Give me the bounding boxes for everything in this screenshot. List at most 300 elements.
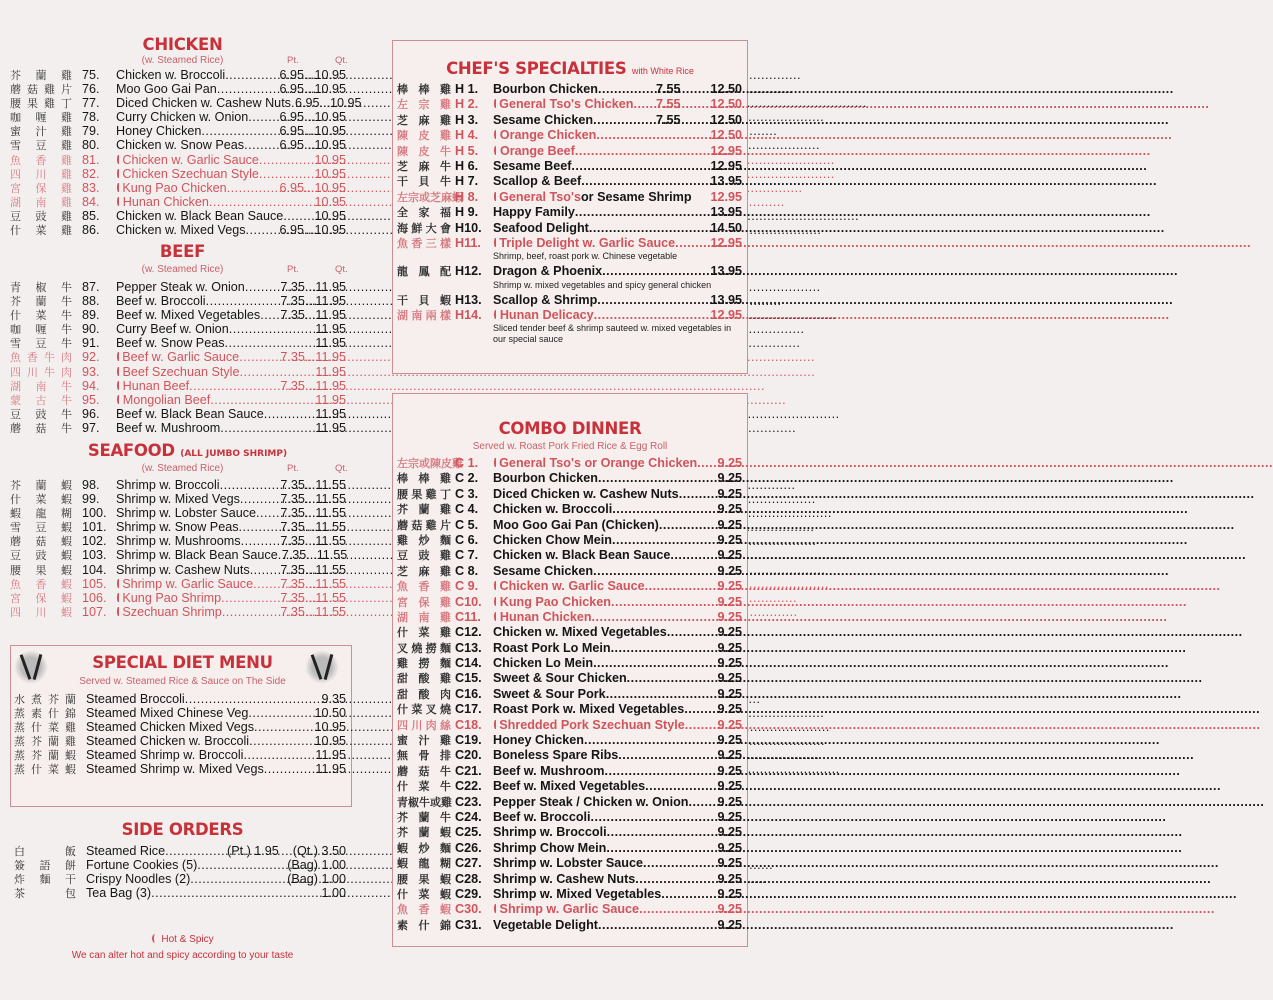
price-quart: 12.50 bbox=[710, 128, 742, 143]
menu-item-row[interactable] bbox=[10, 577, 346, 591]
price-quart: ... 10.95 bbox=[304, 110, 346, 124]
menu-item-row[interactable] bbox=[14, 844, 346, 858]
item-number: 100. bbox=[82, 506, 107, 521]
chinese-name: 蒸什菜蝦 bbox=[14, 764, 76, 777]
side-orders-title: SIDE ORDERS bbox=[121, 820, 244, 839]
dot-leader bbox=[612, 533, 718, 548]
price-quart: 9.25 bbox=[717, 471, 742, 486]
menu-item-row[interactable] bbox=[10, 407, 346, 421]
menu-item-row[interactable] bbox=[10, 478, 346, 492]
item-name: Bourbon Chicken bbox=[493, 82, 598, 96]
dancers-icon bbox=[305, 650, 339, 684]
menu-item-row[interactable] bbox=[397, 128, 742, 143]
item-number: C 1. bbox=[455, 456, 479, 470]
menu-item-row[interactable] bbox=[397, 471, 742, 486]
item-number: C26. bbox=[455, 840, 482, 855]
chinese-name: 蘑菇牛 bbox=[10, 422, 72, 435]
item-number: H14. bbox=[455, 308, 482, 323]
hot-spicy-icon bbox=[117, 381, 120, 390]
price-quart: ... 10.95 bbox=[304, 82, 346, 96]
chinese-name: 豆豉雞 bbox=[10, 210, 72, 223]
beef-list bbox=[10, 280, 346, 435]
item-number: 105. bbox=[82, 576, 107, 591]
item-name: Beef w. Mushroom bbox=[493, 763, 605, 778]
item-name: Honey Chicken bbox=[116, 124, 202, 139]
price-pint: 7.35 bbox=[280, 576, 305, 591]
item-number: H 6. bbox=[455, 158, 479, 173]
price-quart: ... 10.95 bbox=[304, 223, 346, 237]
menu-item-row[interactable] bbox=[397, 174, 742, 189]
menu-item-row[interactable] bbox=[397, 687, 742, 702]
menu-item-row[interactable] bbox=[397, 82, 742, 97]
menu-item-row[interactable] bbox=[397, 733, 742, 748]
menu-item-row[interactable] bbox=[397, 487, 742, 502]
item-number: H12. bbox=[455, 264, 482, 279]
menu-item-row[interactable] bbox=[10, 534, 346, 548]
menu-item-row[interactable] bbox=[14, 692, 346, 706]
item-name: Shrimp w. Garlic Sauce bbox=[499, 902, 640, 917]
price-quart: 13.95 bbox=[710, 205, 742, 220]
hot-spicy-icon bbox=[494, 581, 497, 590]
menu-item-row[interactable] bbox=[14, 748, 346, 762]
menu-item-row[interactable] bbox=[397, 810, 742, 825]
chinese-name: 雞撈麵 bbox=[397, 658, 451, 671]
item-number: C15. bbox=[455, 671, 482, 686]
menu-item-row[interactable] bbox=[397, 144, 742, 159]
hot-spicy-icon bbox=[494, 597, 497, 606]
dot-leader bbox=[667, 625, 718, 640]
item-number: 79. bbox=[82, 124, 100, 139]
menu-item-row[interactable] bbox=[397, 113, 742, 128]
item-name: Beef w. Broccoli bbox=[116, 294, 206, 309]
item-number: H10. bbox=[455, 220, 482, 235]
hot-spicy-icon bbox=[117, 367, 120, 376]
price-quart: ... 11.55 bbox=[305, 605, 346, 619]
dot-leader bbox=[606, 841, 717, 856]
menu-item-row[interactable] bbox=[397, 841, 742, 856]
chinese-name: 魚香蝦 bbox=[397, 904, 451, 917]
chinese-name: 芥蘭牛 bbox=[397, 811, 451, 824]
menu-item-row[interactable] bbox=[10, 223, 346, 237]
menu-item-row[interactable] bbox=[10, 563, 346, 577]
hot-spicy-icon bbox=[117, 607, 119, 616]
price-pint: 7.55 bbox=[655, 112, 681, 127]
menu-item-row[interactable] bbox=[10, 308, 346, 322]
item-number: 95. bbox=[82, 392, 100, 407]
chinese-name: 咖喱牛 bbox=[10, 324, 72, 337]
diet-subtitle: Served w. Steamed Rice & Sauce on The Side bbox=[79, 676, 286, 687]
chinese-name: 蘑菇牛 bbox=[397, 765, 451, 778]
pt-header: Pt. bbox=[287, 55, 299, 66]
dot-leader bbox=[222, 605, 281, 619]
menu-item-row[interactable] bbox=[397, 221, 742, 236]
menu-item-row[interactable] bbox=[397, 764, 742, 779]
item-name: Steamed Shrimp w. Mixed Vegs bbox=[86, 762, 264, 777]
price-quart: 10.95 bbox=[314, 166, 346, 181]
menu-item-row[interactable] bbox=[10, 350, 346, 364]
dot-leader bbox=[197, 858, 287, 872]
dot-leader bbox=[639, 902, 717, 917]
dot-leader bbox=[593, 113, 656, 128]
dot-leader bbox=[697, 456, 717, 471]
chinese-name: 蝦龍糊 bbox=[10, 508, 72, 521]
item-number: C12. bbox=[455, 625, 482, 640]
price-quart: ... 11.55 bbox=[305, 534, 346, 548]
menu-item-row[interactable] bbox=[14, 734, 346, 748]
item-number: 103. bbox=[82, 548, 107, 563]
menu-item-row[interactable] bbox=[10, 294, 346, 308]
price-quart: 9.25 bbox=[717, 502, 742, 517]
item-name: Beef w. Mixed Vegetables bbox=[116, 308, 261, 323]
price-quart: ... 11.55 bbox=[305, 478, 346, 492]
item-name: Szechuan Shrimp bbox=[122, 604, 222, 619]
price-quart: 11.95 bbox=[315, 392, 346, 407]
menu-item-row[interactable] bbox=[10, 110, 346, 124]
item-name: General Tso's Chicken bbox=[499, 97, 634, 112]
dot-leader bbox=[165, 844, 227, 858]
chinese-name: 宮保雞 bbox=[397, 596, 451, 609]
menu-item-row[interactable] bbox=[397, 548, 742, 563]
menu-item-row[interactable] bbox=[397, 779, 742, 794]
menu-item-row[interactable] bbox=[10, 605, 346, 619]
dot-leader bbox=[221, 591, 280, 605]
menu-item-row[interactable] bbox=[10, 96, 362, 111]
chinese-name: 四川雞 bbox=[10, 168, 72, 181]
hot-spicy-icon bbox=[494, 612, 497, 621]
dot-leader bbox=[593, 656, 717, 671]
price-quart: 11.95 bbox=[315, 364, 346, 379]
chinese-name: 什菜蝦 bbox=[397, 888, 451, 901]
menu-item-row[interactable] bbox=[397, 518, 742, 533]
side-orders-list bbox=[14, 844, 346, 900]
item-number: C30. bbox=[455, 902, 482, 917]
item-name: Moo Goo Gai Pan (Chicken) bbox=[493, 517, 659, 532]
chinese-name: 陳皮雞 bbox=[397, 130, 451, 143]
chinese-name: 蝦龍糊 bbox=[397, 858, 451, 871]
price-pint: 7.35 bbox=[280, 604, 305, 619]
menu-item-row[interactable] bbox=[397, 595, 742, 610]
dot-leader bbox=[190, 872, 287, 886]
dot-leader bbox=[283, 209, 314, 223]
dot-leader bbox=[607, 825, 718, 840]
dot-leader bbox=[244, 138, 279, 152]
item-name: Dragon & Phoenix bbox=[493, 264, 603, 279]
menu-item-row[interactable] bbox=[10, 124, 346, 138]
seafood-title-note: (ALL JUMBO SHRIMP) bbox=[180, 449, 288, 459]
item-name: Pepper Steak w. Onion bbox=[116, 280, 245, 294]
item-name: Hunan Delicacy bbox=[499, 308, 594, 323]
chinese-name: 炸麵干 bbox=[14, 874, 76, 887]
menu-item-row[interactable] bbox=[10, 393, 346, 407]
dot-leader bbox=[243, 748, 315, 762]
menu-item-row[interactable] bbox=[397, 872, 742, 887]
price-quart: 12.50 bbox=[710, 97, 742, 112]
price-quart: 9.25 bbox=[717, 902, 742, 917]
price-quart: 9.35 bbox=[321, 692, 346, 706]
menu-item-row[interactable] bbox=[14, 872, 346, 886]
menu-item-row[interactable] bbox=[397, 190, 742, 205]
chinese-name: 宮保蝦 bbox=[10, 592, 72, 605]
menu-item-row[interactable] bbox=[10, 167, 346, 181]
menu-item-row[interactable] bbox=[397, 97, 742, 112]
chinese-name: 魚香雞 bbox=[10, 154, 72, 167]
price-pint: 6.95 bbox=[279, 110, 304, 125]
chinese-name: 什菜蝦 bbox=[10, 494, 72, 507]
item-name: Honey Chicken bbox=[493, 733, 584, 748]
item-name: Roast Pork Lo Mein bbox=[493, 640, 611, 655]
menu-item-row[interactable] bbox=[397, 579, 742, 594]
item-number: C27. bbox=[455, 856, 482, 871]
price-quart: 11.95 bbox=[315, 420, 346, 435]
item-number: 93. bbox=[82, 364, 100, 379]
dot-leader bbox=[584, 733, 718, 748]
item-number: 78. bbox=[82, 110, 100, 125]
menu-item-row[interactable] bbox=[10, 138, 346, 152]
price-quart: 11.95 bbox=[315, 748, 346, 763]
qt-header: Qt. bbox=[335, 55, 348, 66]
seafood-title-text: SEAFOOD bbox=[87, 441, 175, 460]
menu-item-row[interactable] bbox=[397, 718, 742, 733]
dot-leader bbox=[679, 487, 718, 502]
price-quart: 9.25 bbox=[717, 917, 742, 932]
menu-item-row[interactable] bbox=[397, 502, 742, 517]
menu-item-row[interactable] bbox=[397, 641, 742, 656]
menu-item-row[interactable] bbox=[10, 365, 346, 379]
dot-leader bbox=[250, 563, 281, 577]
pt-header: Pt. bbox=[287, 264, 299, 275]
price-quart: ... 11.95 bbox=[305, 280, 346, 294]
menu-item-row[interactable] bbox=[10, 492, 346, 506]
dot-leader bbox=[229, 322, 316, 336]
item-number: 76. bbox=[82, 82, 100, 97]
item-name: Chicken w. Black Bean Sauce bbox=[116, 208, 284, 223]
menu-item-row[interactable] bbox=[397, 205, 742, 220]
item-name: Mongolian Beef bbox=[122, 392, 211, 407]
menu-item-row[interactable] bbox=[14, 720, 346, 734]
chinese-name: 蜜汁雞 bbox=[10, 126, 72, 139]
dot-leader bbox=[612, 502, 717, 517]
dot-leader bbox=[225, 336, 316, 350]
menu-item-row[interactable] bbox=[397, 308, 742, 323]
menu-item-row[interactable] bbox=[397, 236, 742, 251]
menu-item-row[interactable] bbox=[10, 322, 346, 336]
price-quart: 9.25 bbox=[717, 733, 742, 748]
item-name: Beef w. Broccoli bbox=[493, 809, 591, 824]
dot-leader bbox=[245, 280, 281, 294]
dot-leader bbox=[249, 734, 314, 748]
price-quart: 12.95 bbox=[710, 189, 742, 204]
price-quart: 9.25 bbox=[717, 625, 742, 640]
item-number: 89. bbox=[82, 308, 100, 323]
item-number: 97. bbox=[82, 420, 100, 435]
chinese-name: 什菜牛 bbox=[10, 310, 72, 323]
dot-leader bbox=[634, 97, 656, 112]
item-number: C28. bbox=[455, 871, 482, 886]
combo-subtitle: Served w. Roast Pork Fried Rice & Egg Roll bbox=[472, 441, 668, 452]
menu-item-row[interactable] bbox=[397, 293, 742, 308]
menu-item-row[interactable] bbox=[397, 610, 742, 625]
dot-leader bbox=[225, 68, 279, 82]
dot-leader bbox=[591, 810, 718, 825]
chinese-name: 豆豉雞 bbox=[397, 550, 451, 563]
dot-leader bbox=[240, 492, 281, 506]
item-number: C11. bbox=[455, 609, 481, 624]
menu-item-row[interactable] bbox=[10, 520, 346, 534]
price-pint: 7.35 bbox=[280, 294, 305, 309]
dot-leader bbox=[220, 478, 281, 492]
chef-title bbox=[410, 60, 730, 78]
chinese-name: 蒙古牛 bbox=[10, 394, 72, 407]
hot-spicy-icon bbox=[494, 310, 497, 319]
item-name: Sweet & Sour Chicken bbox=[493, 671, 627, 686]
item-number: 88. bbox=[82, 294, 100, 309]
menu-item-row[interactable] bbox=[10, 379, 346, 393]
price-quart: (Bag) 1.00 bbox=[287, 858, 346, 873]
item-number: C17. bbox=[455, 702, 482, 717]
menu-item-row[interactable] bbox=[10, 68, 346, 82]
menu-item-row[interactable] bbox=[10, 336, 346, 350]
menu-item-row[interactable] bbox=[10, 195, 346, 209]
item-number: 98. bbox=[82, 478, 100, 492]
price-quart: 9.25 bbox=[717, 856, 742, 871]
menu-item-row[interactable] bbox=[14, 858, 346, 872]
price-quart: 10.95 bbox=[314, 194, 346, 209]
chinese-name: 魚香蝦 bbox=[10, 578, 72, 591]
price-quart: 9.25 bbox=[717, 563, 742, 578]
hot-spicy-icon bbox=[117, 197, 120, 206]
chinese-name: 水煮芥蘭 bbox=[14, 694, 76, 706]
item-name: Chicken w. Broccoli bbox=[493, 502, 613, 517]
menu-item-row[interactable] bbox=[397, 856, 742, 871]
diet-list bbox=[14, 692, 346, 777]
menu-item-row[interactable] bbox=[397, 656, 742, 671]
dot-leader bbox=[594, 308, 711, 323]
chinese-name: 什菜叉燒 bbox=[397, 704, 451, 717]
chinese-name: 棒棒雞 bbox=[397, 473, 451, 486]
price-quart: 9.25 bbox=[717, 609, 742, 624]
chinese-name: 茶包 bbox=[14, 888, 76, 901]
menu-item-row[interactable] bbox=[397, 902, 742, 917]
item-number: C 4. bbox=[455, 502, 479, 517]
menu-item-row[interactable] bbox=[397, 887, 742, 902]
menu-item-row[interactable] bbox=[397, 564, 742, 579]
chinese-name: 芥蘭雞 bbox=[397, 504, 451, 517]
menu-item-row[interactable] bbox=[397, 625, 742, 640]
price-pint: 6.95 bbox=[279, 223, 304, 238]
chinese-name: 全家福 bbox=[397, 207, 451, 220]
menu-item-row[interactable] bbox=[397, 748, 742, 763]
chinese-name: 腰果蝦 bbox=[10, 564, 72, 577]
menu-item-row[interactable] bbox=[10, 82, 346, 96]
hot-spicy-icon bbox=[494, 192, 496, 201]
price-pint: 7.35 bbox=[280, 280, 305, 294]
menu-item-row[interactable] bbox=[14, 886, 346, 900]
price-quart: ... 11.55 bbox=[305, 520, 346, 534]
item-number: H 9. bbox=[455, 205, 479, 220]
menu-item-row[interactable] bbox=[10, 209, 346, 223]
dot-leader bbox=[684, 702, 717, 717]
item-name: Chicken w. Garlic Sauce bbox=[499, 579, 645, 594]
item-name: Boneless Spare Ribs bbox=[493, 748, 619, 763]
chinese-name: 無骨排 bbox=[397, 750, 451, 763]
item-number: 92. bbox=[82, 350, 100, 365]
price-quart: ... 11.55 bbox=[305, 563, 346, 577]
menu-item-row[interactable] bbox=[397, 825, 742, 840]
menu-item-row[interactable] bbox=[397, 671, 742, 686]
item-number: 85. bbox=[82, 208, 100, 223]
item-name: Bourbon Chicken bbox=[493, 471, 598, 486]
item-name: Moo Goo Gai Pan bbox=[116, 82, 217, 97]
dot-leader bbox=[256, 506, 280, 520]
chinese-name: 豆豉牛 bbox=[10, 408, 72, 421]
item-name: Curry Beef w. Onion bbox=[116, 322, 229, 337]
item-name: Shrimp w. Black Bean Sauce bbox=[116, 548, 278, 563]
seafood-subtitle: (w. Steamed Rice) bbox=[141, 463, 224, 474]
dot-leader bbox=[598, 82, 656, 97]
menu-item-row[interactable] bbox=[10, 181, 346, 195]
dot-leader bbox=[598, 471, 718, 486]
item-name: Happy Family bbox=[493, 205, 575, 220]
price-quart: ... 11.55 bbox=[306, 548, 347, 562]
menu-item-row[interactable] bbox=[397, 264, 742, 279]
menu-item-row[interactable] bbox=[397, 159, 742, 174]
item-name: Steamed Mixed Chinese Veg bbox=[86, 706, 249, 721]
item-number: H 8. bbox=[455, 189, 479, 204]
menu-item-row[interactable] bbox=[14, 706, 346, 720]
chinese-name: 雪豆雞 bbox=[10, 140, 72, 153]
menu-item-row[interactable] bbox=[14, 762, 346, 776]
item-number: C23. bbox=[455, 794, 482, 809]
item-number: C 9. bbox=[455, 579, 479, 594]
menu-item-row[interactable] bbox=[10, 421, 346, 435]
dot-leader bbox=[592, 610, 718, 625]
item-name: Steamed Broccoli bbox=[86, 692, 185, 706]
menu-item-row[interactable] bbox=[10, 591, 346, 605]
item-number: 86. bbox=[82, 223, 100, 238]
dot-leader bbox=[575, 144, 711, 159]
price-quart: 9.25 bbox=[717, 594, 742, 609]
dot-leader bbox=[239, 350, 280, 364]
combo-list bbox=[397, 456, 742, 933]
item-name: Shrimp w. Cashew Nuts bbox=[493, 871, 636, 886]
item-number: C 2. bbox=[455, 471, 479, 486]
item-number: 94. bbox=[82, 378, 100, 393]
item-number: 75. bbox=[82, 68, 100, 82]
menu-item-row[interactable] bbox=[397, 702, 742, 717]
menu-item-row[interactable] bbox=[10, 280, 346, 294]
menu-item-row[interactable] bbox=[10, 548, 346, 562]
menu-item-row[interactable] bbox=[397, 533, 742, 548]
dot-leader bbox=[253, 577, 280, 591]
price-quart: 9.25 bbox=[717, 809, 742, 824]
dot-leader bbox=[670, 548, 717, 563]
chinese-name: 湖南雞 bbox=[397, 611, 451, 624]
menu-item-row[interactable] bbox=[397, 456, 742, 471]
dot-leader bbox=[571, 159, 710, 174]
chinese-name: 蜜汁雞 bbox=[397, 735, 451, 748]
menu-item-row[interactable] bbox=[10, 506, 346, 520]
dot-leader bbox=[593, 564, 717, 579]
chinese-name: 咖喱雞 bbox=[10, 112, 72, 125]
menu-item-row[interactable] bbox=[10, 153, 346, 167]
menu-item-row[interactable] bbox=[397, 918, 742, 933]
pt-header: Pt. bbox=[287, 463, 299, 474]
price-quart: 10.95 bbox=[314, 734, 346, 749]
menu-item-row[interactable] bbox=[397, 795, 742, 810]
price-quart: 10.95 bbox=[314, 208, 346, 223]
price-quart: 9.25 bbox=[717, 686, 742, 701]
dot-leader bbox=[661, 887, 717, 902]
